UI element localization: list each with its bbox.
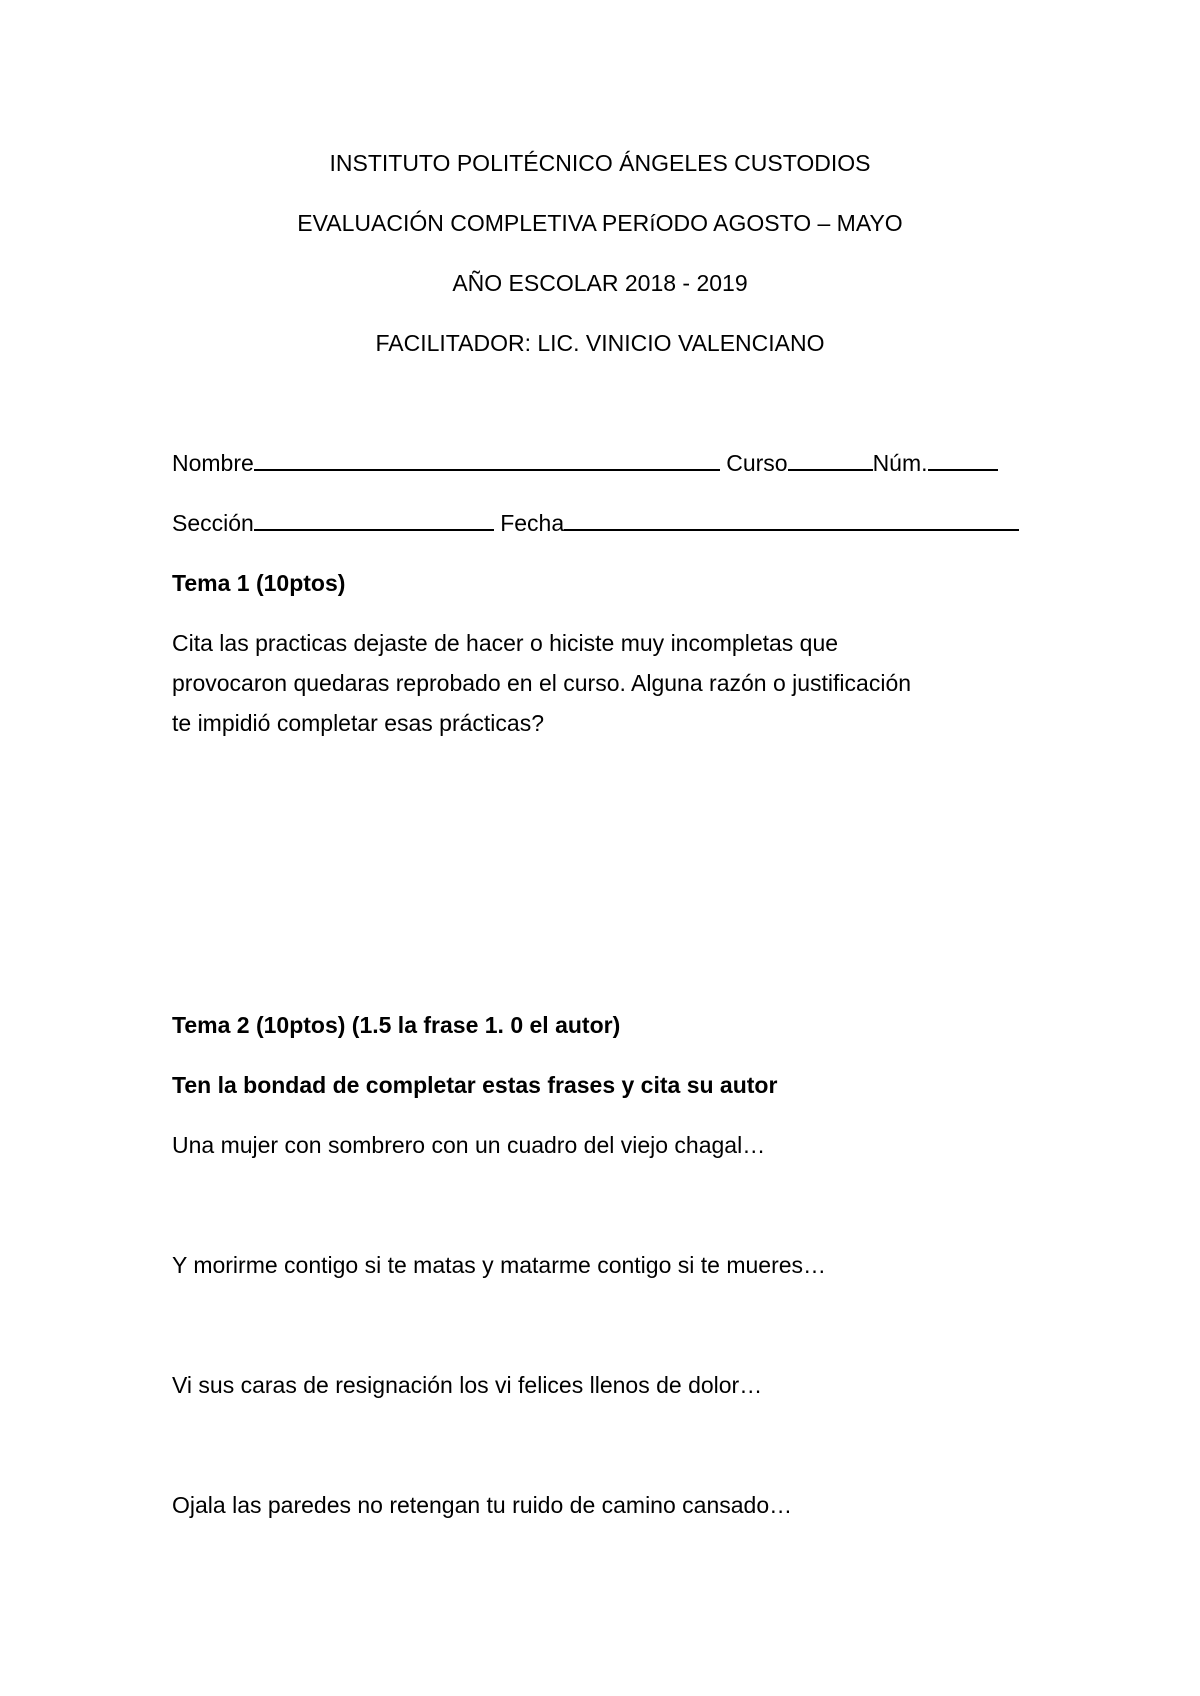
school-year: AÑO ESCOLAR 2018 - 2019 [452, 270, 748, 296]
curso-label: Curso [726, 450, 788, 476]
student-info-row-2 [172, 509, 1019, 537]
tema2-instruction: Ten la bondad de completar estas frases y cita su autor [172, 1072, 778, 1098]
tema1-question-line-1: Cita las practicas dejaste de hacer o hiciste muy incompletas que [172, 630, 839, 656]
facilitator: FACILITADOR: LIC. VINICIO VALENCIANO [375, 330, 825, 356]
fecha-label: Fecha [500, 510, 565, 536]
tema2-phrase-2: Y morirme contigo si te matas y matarme contigo si te mueres… [172, 1252, 827, 1278]
fecha-field[interactable] [564, 511, 1019, 531]
evaluation-title: EVALUACIÓN COMPLETIVA PERíODO AGOSTO – MAYO [297, 210, 903, 236]
tema2-phrase-4: Ojala las paredes no retengan tu ruido de camino cansado… [172, 1492, 793, 1518]
tema2-phrase-3: Vi sus caras de resignación los vi felices llenos de dolor… [172, 1372, 763, 1398]
nombre-field[interactable] [254, 451, 720, 471]
tema1-question-line-2: provocaron quedaras reprobado en el curso. Alguna razón o justificación [172, 670, 912, 696]
nombre-label: Nombre [172, 450, 254, 476]
curso-field[interactable] [788, 451, 873, 471]
institution-title: INSTITUTO POLITÉCNICO ÁNGELES CUSTODIOS [329, 150, 871, 176]
num-field[interactable] [928, 451, 998, 471]
tema2-title: Tema 2 (10ptos) (1.5 la frase 1. 0 el autor) [172, 1012, 621, 1038]
seccion-label: Sección [172, 510, 254, 536]
num-label: Núm. [872, 450, 928, 476]
seccion-field[interactable] [254, 511, 494, 531]
tema1-question-line-3: te impidió completar esas prácticas? [172, 710, 544, 736]
tema1-title: Tema 1 (10ptos) [172, 570, 346, 596]
student-info-row-1 [172, 449, 998, 477]
tema2-phrase-1: Una mujer con sombrero con un cuadro del viejo chagal… [172, 1132, 766, 1158]
